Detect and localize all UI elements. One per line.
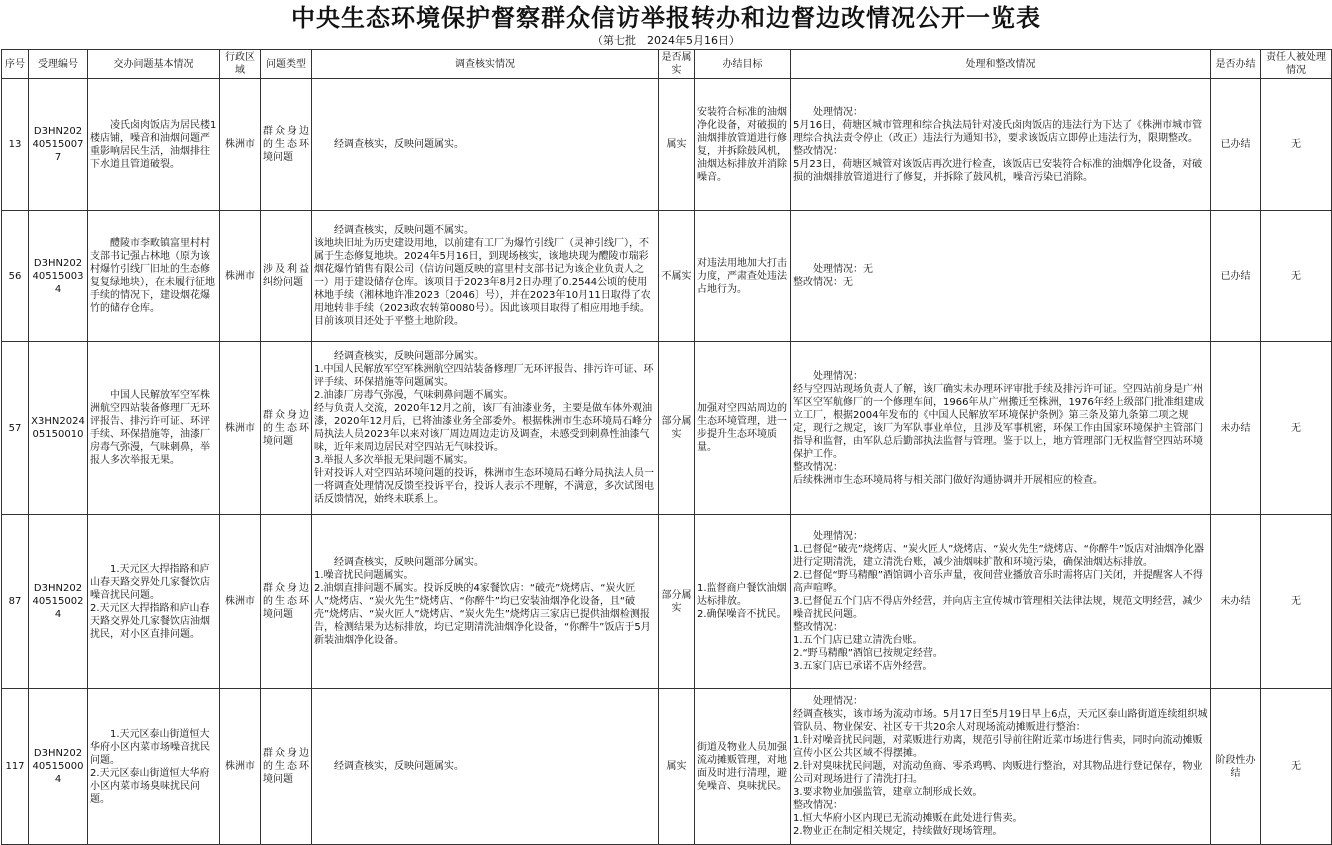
case-investigation: 经调查核实，反映问题属实。 [312, 79, 659, 211]
table-row [2, 689, 1332, 845]
case-region: 株洲市 [220, 79, 261, 211]
case-id: D3HN202405150077 [29, 79, 88, 211]
row-number: 57 [2, 342, 29, 515]
row-number: 87 [2, 515, 29, 689]
case-goal: 安装符合标准的油烟净化设备，对破损的油烟排放管道进行修复，并拆除鼓风机，油烟达标排放并消除噪音。 [695, 79, 791, 211]
case-region: 株洲市 [220, 689, 261, 845]
case-done-status: 未办结 [1211, 342, 1261, 515]
case-id: D3HN202405150004 [29, 689, 88, 845]
case-type: 群众身边的生态环境问题 [261, 79, 312, 211]
case-goal: 街道及物业人员加强流动摊贩管理，对地面及时进行清理，避免噪音、臭味扰民。 [695, 689, 791, 845]
header-cell: 调查核实情况 [312, 50, 659, 79]
case-handling: 处理情况：无 整改情况：无 [791, 211, 1211, 342]
header-cell: 处理和整改情况 [791, 50, 1211, 79]
case-basic-info: 1.天元区泰山街道恒大华府小区内菜市场噪音扰民问题。 2.天元区泰山街道恒大华府小区内菜市场臭味扰民问题。 [88, 689, 220, 845]
case-handling: 处理情况： 经与空四站现场负责人了解，该厂确实未办理环评审批手续及排污许可证。空四站前身是广州军区空军航修厂的一个修理车间，1966年从广州搬迁至株洲，1976年经上级部门批准组建成立工厂，根据2004年发布的《中国人民解放军环境保护条例》第三条及第九条第二项之规定，现行之规定，该厂为军队事业单位，且涉及军事机密，环保工作由国家环境保护主管部门指导和监督，由军队总后勤部执法监督与管理。鉴于以上，地方管理部门无权监督空四站环境保护工作。 整改情况： 后续株洲市生态环境局将与相关部门做好沟通协调并开展相应的检查。 [791, 342, 1211, 515]
case-region: 株洲市 [220, 342, 261, 515]
case-region: 株洲市 [220, 211, 261, 342]
case-punishment: 无 [1261, 515, 1332, 689]
header-cell: 交办问题基本情况 [88, 50, 220, 79]
case-true-status: 属实 [659, 689, 695, 845]
page-title: 中央生态环境保护督察群众信访举报转办和边督边改情况公开一览表 [291, 4, 1041, 32]
case-done-status: 阶段性办结 [1211, 689, 1261, 845]
case-investigation: 经调查核实，反映问题属实。 [312, 689, 659, 845]
header-cell: 责任人被处理情况 [1261, 50, 1332, 79]
case-done-status: 已办结 [1211, 79, 1261, 211]
row-number: 56 [2, 211, 29, 342]
case-goal: 加强对空四站周边的生态环境管理，进一步提升生态环境质量。 [695, 342, 791, 515]
header-row [2, 50, 1332, 79]
case-done-status: 未办结 [1211, 515, 1261, 689]
header-cell: 行政区域 [220, 50, 261, 79]
case-punishment: 无 [1261, 689, 1332, 845]
case-handling: 处理情况： 5月16日，荷塘区城市管理和综合执法局针对凌氏卤肉饭店的违法行为下达了《株洲市城市管理综合执法责令停止（改正）违法行为通知书》，要求该饭店立即停止违法行为，限期整改。 整改情况： 5月23日，荷塘区城管对该饭店再次进行检查，该饭店已安装符合标准的油烟净化设备，对破损的油烟排放管道进行了修复，并拆除了鼓风机，噪音污染已消除。 [791, 79, 1211, 211]
case-investigation: 经调查核实，反映问题部分属实。 1.中国人民解放军空军株洲航空四站装备修理厂无环评报告、排污许可证、环评手续、环保措施等问题属实。 2.油漆厂房毒气弥漫，气味刺鼻问题不属实。 经与负责人交流，2020年12月之前，该厂有油漆业务，主要是做车体外观油漆，2020年12月后，已将油漆业务全部委外。根据株洲市生态环境局石峰分局执法人员2023年以来对该厂周边周边走访及调查，未感受到刺鼻性油漆气味，近年来周边居民对空四站无气味投诉。 3.举报人多次举报无果问题不属实。 针对投诉人对空四站环境问题的投诉，株洲市生态环境局石峰分局执法人员一一将调查处理情况反馈至投诉平台，投诉人表示不理解，不满意，多次试图电话反馈情况，始终未联系上。 [312, 342, 659, 515]
case-id: D3HN202405150034 [29, 211, 88, 342]
table-row [2, 515, 1332, 689]
row-number: 13 [2, 79, 29, 211]
table-row [2, 342, 1332, 515]
table-row [2, 211, 1332, 342]
case-done-status: 已办结 [1211, 211, 1261, 342]
case-punishment: 无 [1261, 211, 1332, 342]
case-true-status: 部分属实 [659, 515, 695, 689]
case-investigation: 经调查核实，反映问题不属实。 该地块旧址为历史建设用地，以前建有工厂为爆竹引线厂（灵神引线厂），不属于生态修复地块。2024年5月16日，到现场核实，该地块现为醴陵市瑞彩烟花爆竹销售有限公司（信访问题反映的富里村支部书记为该企业负责人之一）用于建设储存仓库。该项目于2023年8月2日办理了0.2544公顷的使用林地手续（湘林地许准2023〔2046〕号），并在2023年10月11日取得了农用地转非手续（2023政农转第0080号）。因此该项目取得了相应用地手续。目前该项目还处于平整土地阶段。 [312, 211, 659, 342]
header-cell: 办结目标 [695, 50, 791, 79]
case-true-status: 属实 [659, 79, 695, 211]
case-true-status: 部分属实 [659, 342, 695, 515]
table-row [2, 79, 1332, 211]
case-id: D3HN202405150024 [29, 515, 88, 689]
page-subtitle: （第七批 2024年5月16日） [592, 34, 740, 47]
report-table [1, 49, 1332, 845]
case-handling: 处理情况： 经调查核实，该市场为流动市场。5月17日至5月19日早上6点，天元区泰山路街道连续组织城管队员、物业保安、社区专干共20余人对现场流动摊贩进行整治： 1.针对噪音扰民问题，对菜贩进行劝离，规范引导前往附近菜市场进行售卖，同时向流动摊贩宣传小区公共区域不得摆摊。 2.针对臭味扰民问题，对流动鱼商、零杀鸡鸭、肉贩进行整治，对其物品进行登记保存，物业公司对现场进行了清洗打扫。 3.要求物业加强监管，建章立制形成长效。 整改情况： 1.恒大华府小区内现已无流动摊贩在此处进行售卖。 2.物业正在制定相关规定，持续做好现场管理。 [791, 689, 1211, 845]
header-cell: 受理编号 [29, 50, 88, 79]
case-handling: 处理情况： 1.已督促“破壳”烧烤店、“炭火匠人”烧烤店、“炭火先生”烧烤店、“你醉牛”饭店对油烟净化器进行定期清洗，建立清洗台账，减少油烟味扩散和环境污染，确保油烟达标排放。 2.已督促“野马精酿”酒馆调小音乐声量，夜间营业播放音乐时需将店门关闭，并提醒客人不得高声喧哗。 3.已督促五个门店不得店外经营，并向店主宣传城市管理相关法律法规，规范文明经营，减少噪音扰民问题。 整改情况： 1.五个门店已建立清洗台账。 2.“野马精酿”酒馆已按规定经营。 3.五家门店已承诺不店外经营。 [791, 515, 1211, 689]
case-type: 涉及利益纠纷问题 [261, 211, 312, 342]
case-type: 群众身边的生态环境问题 [261, 689, 312, 845]
header-cell: 序号 [2, 50, 29, 79]
case-basic-info: 醴陵市李畋镇富里村村支部书记强占林地（原为该村爆竹引线厂旧址的生态修复复绿地块），在未履行征地手续的情况下，建设烟花爆竹的储存仓库。 [88, 211, 220, 342]
case-investigation: 经调查核实，反映问题部分属实。 1.噪音扰民问题属实。 2.油烟直排问题不属实。投诉反映的4家餐饮店：“破壳”烧烤店、“炭火匠人”烧烤店、“炭火先生”烧烤店、“你醉牛”均已安装油烟净化设备，且“破壳”烧烤店、“炭火匠人”烧烤店、“炭火先生”烧烤店三家店已提供油烟检测报告，检测结果为达标排放，均已定期清洗油烟净化设备，“你醉牛”饭店于5月新装油烟净化设备。 [312, 515, 659, 689]
case-punishment: 无 [1261, 79, 1332, 211]
case-goal: 1.监督商户餐饮油烟达标排放。 2.确保噪音不扰民。 [695, 515, 791, 689]
case-id: X3HN202405150010 [29, 342, 88, 515]
case-goal: 对违法用地加大打击力度，严肃查处违法占地行为。 [695, 211, 791, 342]
case-region: 株洲市 [220, 515, 261, 689]
header-cell: 是否办结 [1211, 50, 1261, 79]
case-basic-info: 凌氏卤肉饭店为居民楼1楼店铺，噪音和油烟问题严重影响居民生活，油烟排往下水道且管道破裂。 [88, 79, 220, 211]
header-cell: 问题类型 [261, 50, 312, 79]
header-cell: 是否属实 [659, 50, 695, 79]
case-true-status: 不属实 [659, 211, 695, 342]
case-basic-info: 中国人民解放军空军株洲航空四站装备修理厂无环评报告、排污许可证、环评手续、环保措施等，油漆厂房毒气弥漫，气味刺鼻，举报人多次举报无果。 [88, 342, 220, 515]
case-basic-info: 1.天元区大捍指路和庐山春天路交界处几家餐饮店噪音扰民问题。 2.天元区大捍指路和庐山春天路交界处几家餐饮店油烟扰民，对小区直排问题。 [88, 515, 220, 689]
row-number: 117 [2, 689, 29, 845]
case-punishment: 无 [1261, 342, 1332, 515]
case-type: 群众身边的生态环境问题 [261, 515, 312, 689]
case-type: 群众身边的生态环境问题 [261, 342, 312, 515]
